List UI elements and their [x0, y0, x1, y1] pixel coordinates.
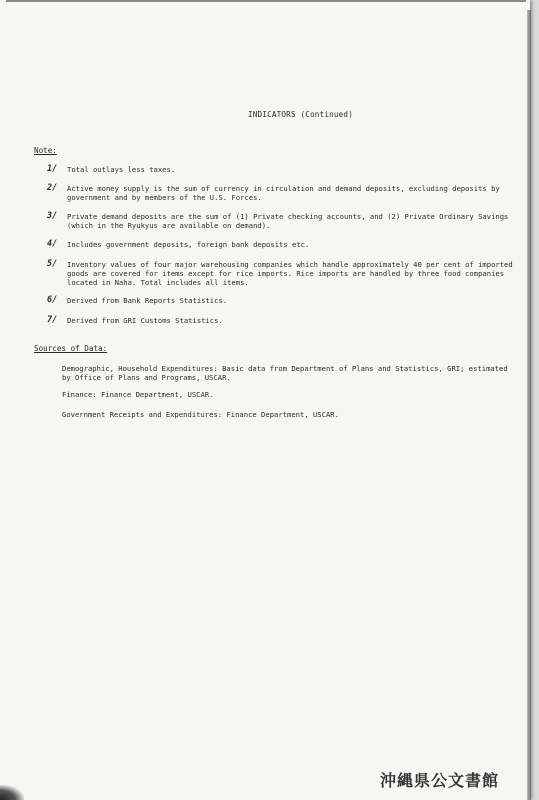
- source-item-3: Government Receipts and Expenditures: Finance Department, USCAR.: [62, 410, 339, 419]
- note-heading: Note:: [34, 146, 57, 155]
- note-marker: 4/: [47, 239, 58, 249]
- corner-blot: [0, 785, 24, 800]
- note-marker: 1/: [47, 164, 58, 174]
- archive-watermark: 沖縄県公文書館: [380, 771, 500, 790]
- note-marker: 6/: [47, 295, 58, 305]
- page-top-edge: [6, 0, 526, 2]
- sources-heading: Sources of Data:: [34, 344, 108, 353]
- note-marker: 3/: [47, 211, 58, 221]
- note-text: Total outlays less taxes.: [67, 165, 176, 174]
- note-marker: 7/: [47, 315, 58, 325]
- page-right-edge: [527, 10, 531, 800]
- note-text: Derived from Bank Reports Statistics.: [67, 296, 228, 305]
- note-marker: 5/: [47, 259, 58, 269]
- note-text: Derived from GRI Customs Statistics.: [67, 316, 223, 325]
- note-text: Includes government deposits, foreign bank deposits etc.: [67, 240, 310, 249]
- note-text: Inventory values of four major warehousing companies which handle approximately 40 per cent of imported goods are covered for items except for rice imports. Rice imports are handled by three food companies located in Naha. Total includes all items.: [67, 260, 513, 287]
- note-marker: 2/: [47, 183, 58, 193]
- note-text: Active money supply is the sum of currency in circulation and demand deposits, excluding deposits by government and by members of the U.S. Forces.: [67, 184, 500, 202]
- source-item-1: Demographic, Household Expenditures: Basic data from Department of Plans and Statistics, GRI; estimated by Office of Plans and Programs, USCAR.: [62, 364, 508, 382]
- source-item-2: Finance: Finance Department, USCAR.: [62, 390, 214, 399]
- page-title: INDICATORS (Continued): [248, 110, 353, 119]
- note-text: Private demand deposits are the sum of (1) Private checking accounts, and (2) Private Ordinary Savings (which in the Ryukyus are available on demand).: [67, 212, 509, 230]
